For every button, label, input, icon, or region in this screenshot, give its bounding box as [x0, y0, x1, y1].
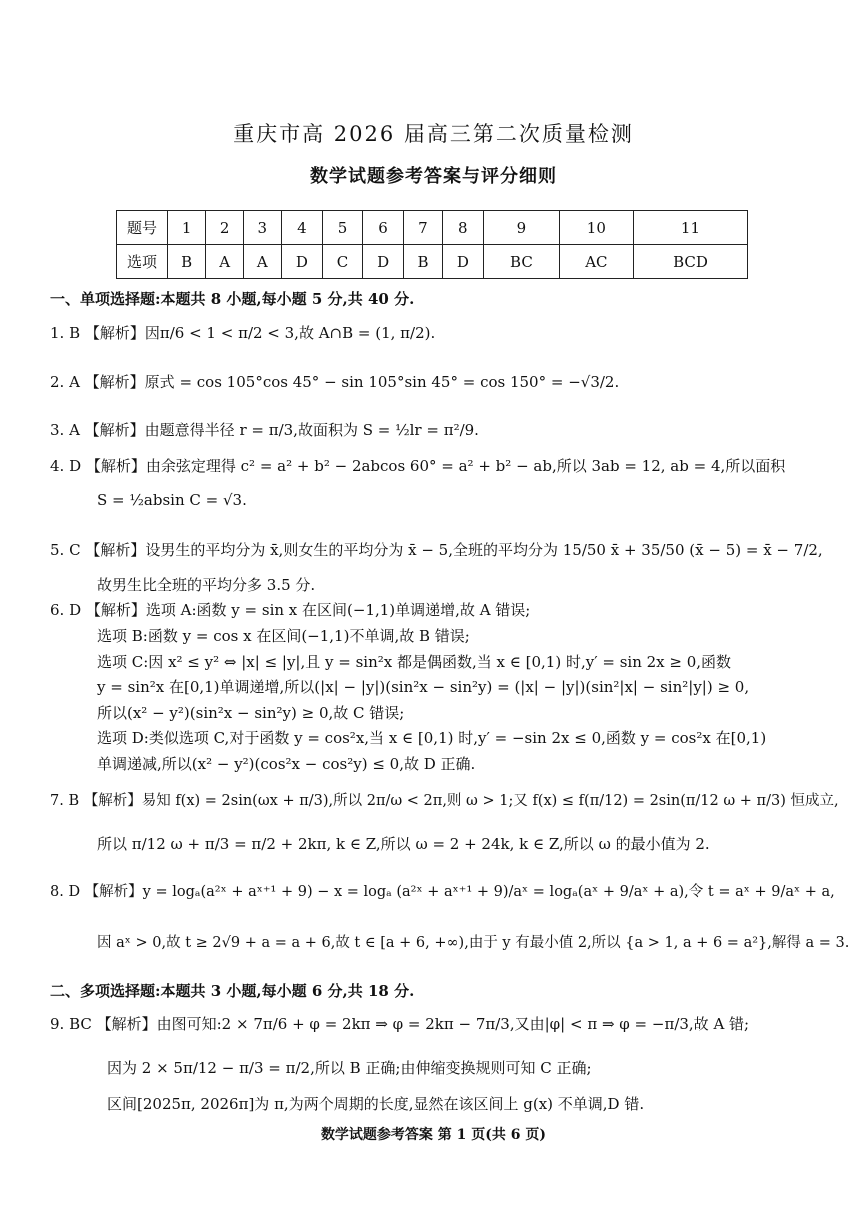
solution-line: 故男生比全班的平均分多 3.5 分.: [97, 576, 316, 594]
solution-line: y = sin²x 在[0,1)单调递增,所以(|x| − |y|)(sin²x − sin²y) = (|x| − |y|)(sin²|x| − sin²|y|) ≥ 0,: [97, 678, 750, 696]
answer-cell: C: [323, 245, 363, 279]
exam-subtitle: 数学试题参考答案与评分细则: [310, 166, 557, 187]
answer-cell: D: [362, 245, 403, 279]
answer-cell: D: [281, 245, 322, 279]
solution-line: 4. D 【解析】由余弦定理得 c² = a² + b² − 2abcos 60° = a² + b² − ab,所以 3ab = 12, ab = 4,所以面积: [50, 457, 786, 475]
question-number: 1: [168, 211, 206, 245]
solution-line: 8. D 【解析】y = logₐ(a²ˣ + aˣ⁺¹ + 9) − x = logₐ (a²ˣ + aˣ⁺¹ + 9)/aˣ = logₐ(aˣ + 9/aˣ + a),令 t = aˣ + 9/aˣ + a,: [50, 884, 835, 900]
solution-line: 6. D 【解析】选项 A:函数 y = sin x 在区间(−1,1)单调递增,故 A 错误;: [50, 601, 531, 619]
question-number: 8: [442, 211, 483, 245]
question-number: 7: [404, 211, 442, 245]
row-label-answer: 选项: [117, 245, 168, 279]
solution-line: 7. B 【解析】易知 f(x) = 2sin(ωx + π/3),所以 2π/ω < 2π,则 ω > 1;又 f(x) ≤ f(π/12) = 2sin(π/12 ω + π/3) 恒成立,: [50, 793, 839, 809]
solution-line: 单调递减,所以(x² − y²)(cos²x − cos²y) ≤ 0,故 D 正确.: [97, 755, 476, 773]
section-heading-multiple-choice: 二、多项选择题:本题共 3 小题,每小题 6 分,共 18 分.: [50, 982, 415, 1000]
solution-line: 因 aˣ > 0,故 t ≥ 2√9 + a = a + 6,故 t ∈ [a + 6, +∞),由于 y 有最小值 2,所以 {a > 1, a + 6 = a²},解得 a = 3.: [97, 935, 850, 951]
solution-line: 所以(x² − y²)(sin²x − sin²y) ≥ 0,故 C 错误;: [97, 704, 405, 722]
question-number: 6: [362, 211, 403, 245]
section-heading-single-choice: 一、单项选择题:本题共 8 小题,每小题 5 分,共 40 分.: [50, 290, 415, 308]
solution-line: 选项 D:类似选项 C,对于函数 y = cos²x,当 x ∈ [0,1) 时,y′ = −sin 2x ≤ 0,函数 y = cos²x 在[0,1): [97, 729, 767, 747]
solution-line: S = ½absin C = √3.: [97, 491, 247, 509]
question-number: 4: [281, 211, 322, 245]
solution-line: 因为 2 × 5π/12 − π/3 = π/2,所以 B 正确;由伸缩变换规则可知 C 正确;: [107, 1059, 592, 1077]
solution-line: 9. BC 【解析】由图可知:2 × 7π/6 + φ = 2kπ ⇒ φ = 2kπ − 7π/3,又由|φ| < π ⇒ φ = −π/3,故 A 错;: [50, 1015, 750, 1033]
row-label-number: 题号: [117, 211, 168, 245]
solution-line: 1. B 【解析】因π/6 < 1 < π/2 < 3,故 A∩B = (1, π/2).: [50, 324, 436, 342]
exam-title: 重庆市高 2026 届高三第二次质量检测: [233, 122, 634, 146]
solution-line: 5. C 【解析】设男生的平均分为 x̄,则女生的平均分为 x̄ − 5,全班的平均分为 15/50 x̄ + 35/50 (x̄ − 5) = x̄ − 7/2,: [50, 541, 823, 559]
solution-line: 选项 C:因 x² ≤ y² ⇔ |x| ≤ |y|,且 y = sin²x 都是偶函数,当 x ∈ [0,1) 时,y′ = sin 2x ≥ 0,函数: [97, 653, 732, 671]
question-number: 11: [633, 211, 747, 245]
answer-cell: B: [168, 245, 206, 279]
answer-cell: A: [243, 245, 281, 279]
question-number: 3: [243, 211, 281, 245]
page-footer: 数学试题参考答案 第 1 页(共 6 页): [320, 1127, 547, 1143]
answer-cell: BCD: [633, 245, 747, 279]
solution-line: 2. A 【解析】原式 = cos 105°cos 45° − sin 105°sin 45° = cos 150° = −√3/2.: [50, 373, 620, 391]
question-number: 5: [323, 211, 363, 245]
answer-cell: B: [404, 245, 442, 279]
answer-table: [116, 210, 748, 279]
answer-table-number-row: [117, 211, 748, 245]
solution-line: 区间[2025π, 2026π]为 π,为两个周期的长度,显然在该区间上 g(x) 不单调,D 错.: [107, 1095, 645, 1113]
question-number: 2: [206, 211, 244, 245]
solution-line: 选项 B:函数 y = cos x 在区间(−1,1)不单调,故 B 错误;: [97, 627, 470, 645]
answer-cell: D: [442, 245, 483, 279]
answer-cell: AC: [559, 245, 633, 279]
question-number: 9: [484, 211, 560, 245]
solution-line: 所以 π/12 ω + π/3 = π/2 + 2kπ, k ∈ Z,所以 ω = 2 + 24k, k ∈ Z,所以 ω 的最小值为 2.: [97, 835, 710, 853]
solution-line: 3. A 【解析】由题意得半径 r = π/3,故面积为 S = ½lr = π²/9.: [50, 421, 479, 439]
answer-cell: BC: [484, 245, 560, 279]
question-number: 10: [559, 211, 633, 245]
answer-table-answer-row: [117, 245, 748, 279]
answer-cell: A: [206, 245, 244, 279]
